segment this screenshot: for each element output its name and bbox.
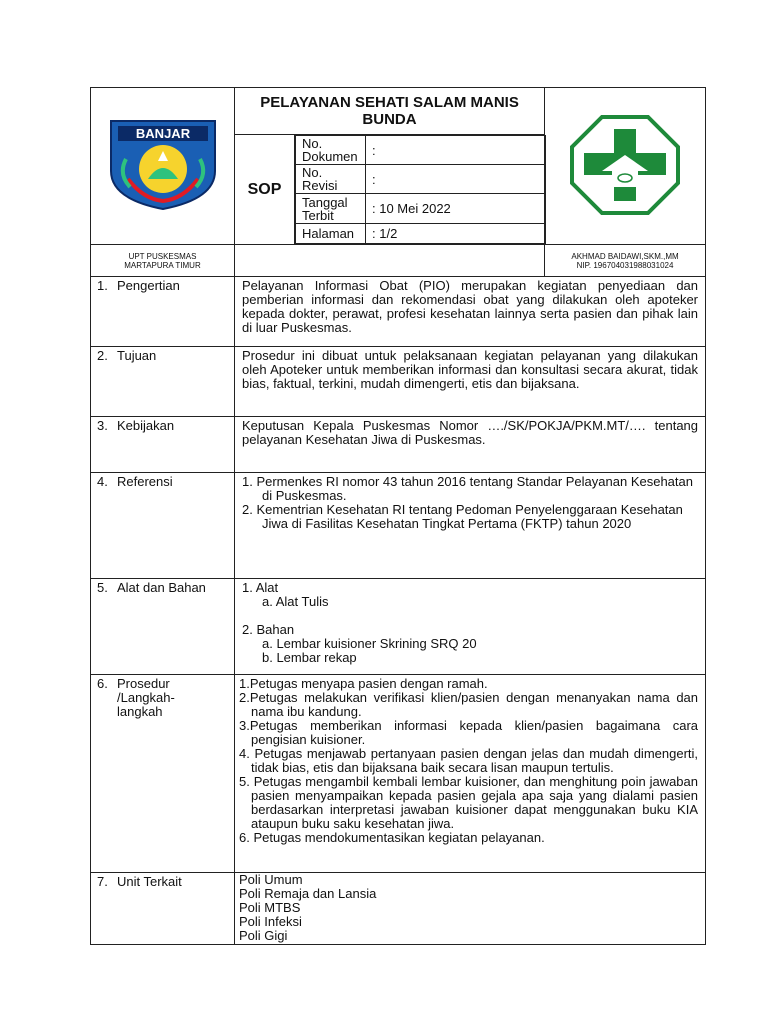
banjar-logo-cell (91, 88, 235, 245)
list-item: 2.Petugas melakukan verifikasi klien/pasien dengan menanyakan nama dan nama ibu kandung. (239, 690, 699, 719)
list-item: a. Alat Tulis (262, 594, 329, 609)
list-item: 2. Kementrian Kesehatan RI tentang Pedoman Penyelenggaraan Kesehatan Jiwa di Fasilitas Kesehatan Tingkat Pertama (FKTP) tahun 2020 (242, 502, 683, 531)
document-title: PELAYANAN SEHATI SALAM MANIS BUNDA (235, 88, 545, 135)
list-item: Poli Infeksi (239, 914, 302, 929)
signer-nip: NIP. 196704031988031024 (576, 260, 674, 270)
section-list-alat (235, 579, 706, 675)
banjar-emblem-icon (108, 119, 218, 211)
section-list-referensi (235, 473, 706, 579)
list-item: 6. Petugas mendokumentasikan kegiatan pelayanan. (239, 830, 545, 845)
section-label-tujuan: 2. Tujuan (91, 347, 235, 417)
meta-label-no-dokumen: No. Dokumen (296, 136, 366, 165)
alat-heading: 1. Alat (242, 580, 279, 595)
list-item: Poli Umum (239, 872, 303, 887)
section-text-kebijakan: Keputusan Kepala Puskesmas Nomor …./SK/POKJA/PKM.MT/…. tentang pelayanan Kesehatan Jiwa di Puskesmas. (235, 417, 706, 473)
bahan-heading: 2. Bahan (242, 622, 295, 637)
puskesmas-logo-cell (545, 88, 706, 245)
signer-block (545, 245, 706, 277)
signer-name: AKHMAD BAIDAWI,SKM.,MM (571, 251, 679, 261)
meta-label-tanggal-terbit: Tanggal Terbit (296, 194, 366, 224)
section-label-referensi: 4. Referensi (91, 473, 235, 579)
list-item: Poli MTBS (239, 900, 301, 915)
document-meta (295, 135, 546, 244)
sop-document (90, 87, 705, 945)
section-text-tujuan: Prosedur ini dibuat untuk pelaksanaan kegiatan pelayanan yang dilakukan oleh Apoteker untuk memberikan informasi dan konsultasi secara akurat, tidak bias, faktual, terkini, mudah dimengerti, etis dan bijaksana. (235, 347, 706, 417)
signature-area (235, 245, 545, 277)
meta-label-no-revisi: No. Revisi (296, 165, 366, 194)
list-item: 3.Petugas memberikan informasi kepada klien/pasien bagaimana cara pengisian kuisioner. (239, 718, 699, 747)
list-item: Poli Remaja dan Lansia (239, 886, 377, 901)
puskesmas-logo-icon (570, 115, 680, 215)
meta-value-no-revisi: : (366, 165, 546, 194)
list-item: a. Lembar kuisioner Skrining SRQ 20 (262, 636, 477, 651)
section-list-prosedur (235, 675, 706, 873)
organization-name: UPT PUSKESMAS MARTAPURA TIMUR (91, 245, 235, 277)
section-label-alat: 5. Alat dan Bahan (91, 579, 235, 675)
list-item: 4. Petugas menjawab pertanyaan pasien dengan jelas dan mudah dimengerti, tidak bias, etis dan bijaksana baik secara lisan maupun tertulis. (239, 746, 699, 775)
sop-label: SOP (235, 135, 295, 245)
section-label-prosedur: 6. Prosedur /Langkah-langkah (91, 675, 235, 873)
meta-value-no-dokumen: : (366, 136, 546, 165)
list-item: Poli Gigi (239, 928, 288, 943)
list-item: 1. Permenkes RI nomor 43 tahun 2016 tentang Standar Pelayanan Kesehatan di Puskesmas. (242, 474, 693, 503)
section-list-unit (235, 873, 706, 945)
section-text-pengertian: Pelayanan Informasi Obat (PIO) merupakan kegiatan penyediaan dan pemberian informasi dan rekomendasi obat yang dilakukan oleh apoteker kepada dokter, perawat, profesi kesehatan lainnya serta pasien dan pihak lain di luar Puskesmas. (235, 277, 706, 347)
section-label-pengertian: 1. Pengertian (91, 277, 235, 347)
meta-label-halaman: Halaman (296, 224, 366, 244)
list-item: 5. Petugas mengambil kembali lembar kuisioner, dan menghitung poin jawaban pasien menyampaikan kepada pasien gejala apa saja yang dialami pasien berdasarkan interpretasi jawaban kuisioner dapat menggunakan buku KIA ataupun buku saku kesehatan jiwa. (239, 774, 699, 831)
meta-value-tanggal-terbit: : 10 Mei 2022 (366, 194, 546, 224)
section-label-kebijakan: 3. Kebijakan (91, 417, 235, 473)
section-label-unit: 7. Unit Terkait (91, 873, 235, 945)
list-item: 1.Petugas menyapa pasien dengan ramah. (239, 676, 488, 691)
meta-value-halaman: : 1/2 (366, 224, 546, 244)
sop-table (90, 87, 706, 945)
list-item: b. Lembar rekap (262, 650, 357, 665)
banjar-logo-text: BANJAR (135, 125, 190, 141)
